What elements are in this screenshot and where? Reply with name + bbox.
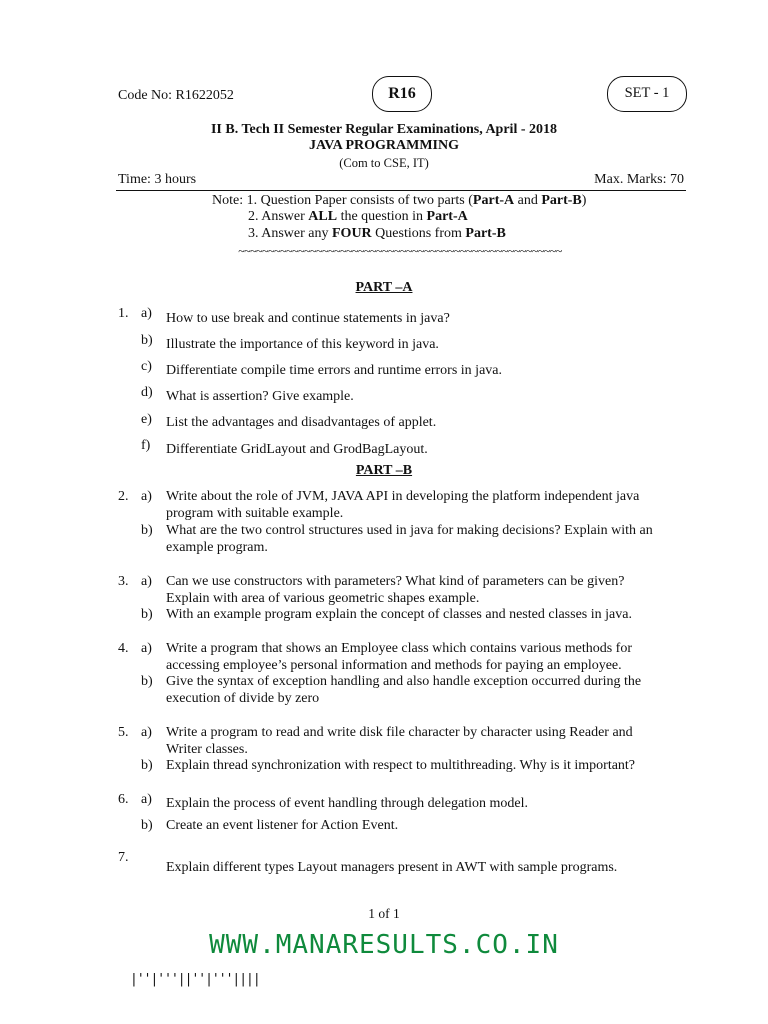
question-number: 6. [118,792,129,807]
subquestion-letter: a) [141,574,152,589]
subquestion-letter: b) [141,818,153,833]
regulation-badge: R16 [372,76,432,112]
note-divider: ~~~~~~~~~~~~~~~~~~~~~~~~~~~~~~~~~~~~~~~~~~~~~~~~~~~~~~ [238,244,562,258]
question-number: 1. [118,306,129,321]
question-text: Write a program that shows an Employee class which contains various methods for accessing employee’s personal information and methods for paying an employee. [166,641,632,673]
barcode-marks: |''|'''||''|'''|||| [130,972,260,987]
subquestion-letter: d) [141,385,153,400]
subquestion-letter: a) [141,306,152,321]
subquestion-letter: a) [141,725,152,740]
subquestion-letter: c) [141,359,152,374]
question-number: 3. [118,574,129,589]
question-text: Create an event listener for Action Event. [166,818,399,833]
subquestion-letter: f) [141,438,151,453]
question-number: 4. [118,641,129,656]
code-number: Code No: R1622052 [118,88,234,103]
question-text: Illustrate the importance of this keyword in java. [166,337,439,352]
subquestion-letter: a) [141,641,152,656]
watermark-url: WWW.MANARESULTS.CO.IN [209,930,559,960]
subquestion-letter: a) [141,792,152,807]
subquestion-letter: b) [141,333,153,348]
subquestion-letter: a) [141,489,152,504]
note-line-3: 3. Answer any FOUR Questions from Part-B [248,226,506,241]
exam-title: II B. Tech II Semester Regular Examinations, April - 2018 [210,122,557,137]
question-number: 2. [118,489,129,504]
question-text: Write about the role of JVM, JAVA API in developing the platform independent java program with suitable example. [166,489,640,521]
max-marks: Max. Marks: 70 [594,172,684,187]
header-rule [116,190,686,191]
part-b-heading: PART –B [355,463,413,478]
subquestion-letter: e) [141,412,152,427]
question-text: Differentiate GridLayout and GrodBagLayout. [166,442,428,457]
subquestion-letter: b) [141,674,153,689]
subject-title: JAVA PROGRAMMING [309,138,459,153]
question-text: Explain thread synchronization with respect to multithreading. Why is it important? [166,758,636,773]
subquestion-letter: b) [141,523,153,538]
question-number: 5. [118,725,129,740]
note-line-1: Note: 1. Question Paper consists of two parts (Part-A and Part-B) [212,193,587,208]
subquestion-letter: b) [141,607,153,622]
question-text: What is assertion? Give example. [166,389,354,404]
question-text: What are the two control structures used in java for making decisions? Explain with an example program. [166,523,653,555]
question-text: Give the syntax of exception handling and also handle exception occurred during the execution of divide by zero [166,674,642,706]
page-number: 1 of 1 [368,906,400,921]
question-text: How to use break and continue statements in java? [166,311,450,326]
question-text: List the advantages and disadvantages of applet. [166,415,437,430]
set-badge: SET - 1 [607,76,687,112]
subquestion-letter: b) [141,758,153,773]
question-text: With an example program explain the concept of classes and nested classes in java. [166,607,632,622]
time-allowed: Time: 3 hours [118,172,197,187]
question-text: Write a program to read and write disk file character by character using Reader and Writer classes. [166,725,633,757]
note-line-2: 2. Answer ALL the question in Part-A [248,209,468,224]
question-text: Explain the process of event handling through delegation model. [166,796,528,811]
question-number: 7. [118,850,129,865]
question-text: Differentiate compile time errors and runtime errors in java. [166,363,502,378]
branches: (Com to CSE, IT) [339,156,429,170]
part-a-heading: PART –A [355,280,413,295]
question-text: Explain different types Layout managers present in AWT with sample programs. [166,860,618,875]
question-text: Can we use constructors with parameters? What kind of parameters can be given? Explain with area of various geometric shapes example. [166,574,625,606]
